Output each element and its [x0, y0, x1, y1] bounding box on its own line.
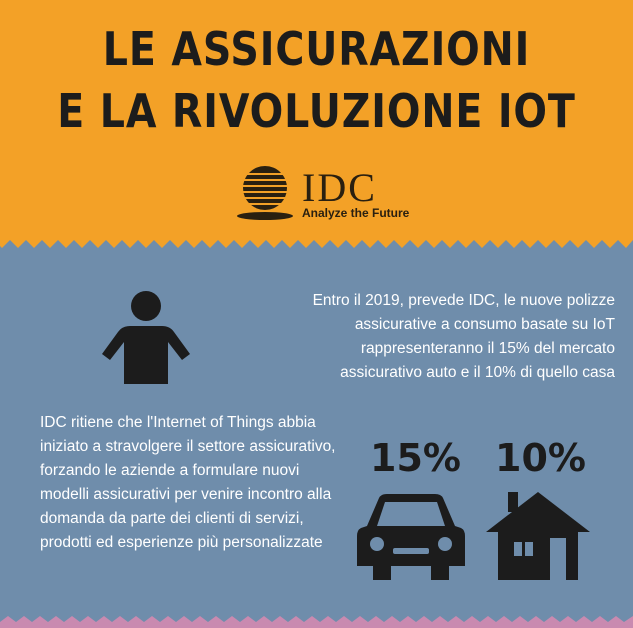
title-line-1: LE ASSICURAZIONI: [102, 22, 531, 76]
description-text: IDC ritiene che l'Internet of Things abbia iniziato a stravolgere il settore assicurativo, forzando le aziende a formulare nuovi modelli assicurativi per venire incontro alla domanda da parte dei clienti di servizi, prodotti ed esperienze più personalizzate: [40, 414, 336, 551]
house-percentage: 10%: [495, 436, 586, 480]
car-icon: [357, 492, 465, 584]
idc-logo: [232, 160, 412, 222]
header-banner: [0, 0, 633, 240]
bottom-zigzag-border: [0, 614, 633, 628]
car-percentage: 15%: [370, 436, 461, 480]
prediction-text: Entro il 2019, prevede IDC, le nuove polizze assicurative a consumo basate su IoT rappresenteranno il 15% del mercato assicurativo auto e il 10% di quello casa: [312, 292, 615, 381]
house-icon: [486, 488, 590, 582]
idc-globe-icon: [232, 160, 298, 222]
zigzag-divider: [0, 234, 633, 250]
logo-wordmark: IDC: [302, 165, 377, 210]
person-icon: [100, 290, 192, 386]
logo-tagline: Analyze the Future: [302, 206, 410, 220]
title-line-2: E LA RIVOLUZIONE IOT: [57, 84, 576, 138]
